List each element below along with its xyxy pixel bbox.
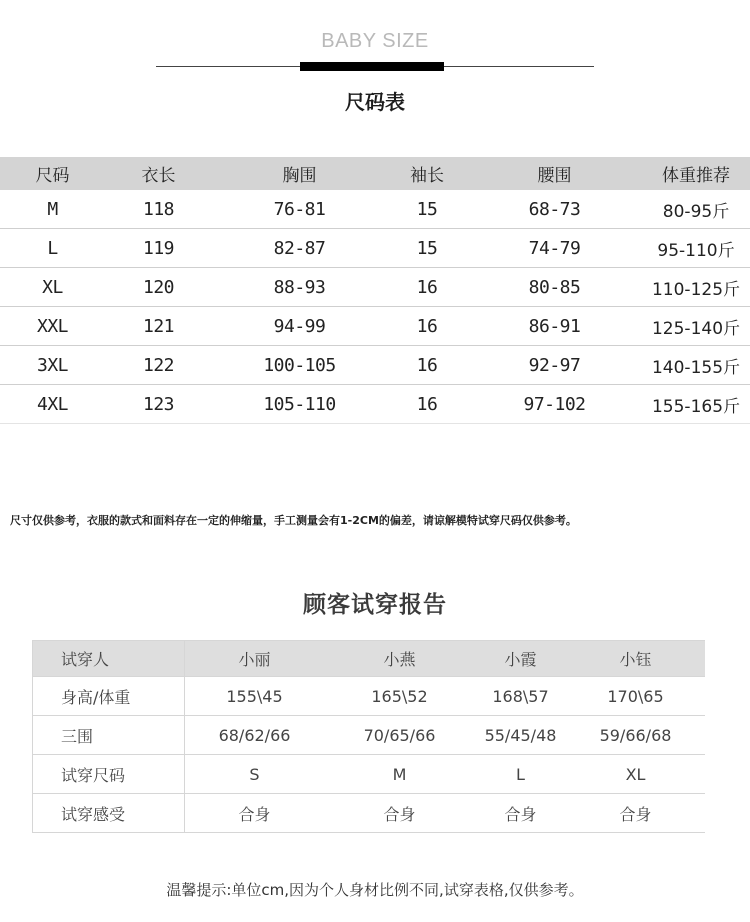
weight-cell: 155-165斤 bbox=[642, 385, 750, 424]
row-label-tried-size: 试穿尺码 bbox=[33, 755, 185, 794]
size-cell: 4XL bbox=[0, 385, 105, 424]
table-row bbox=[0, 229, 750, 268]
size-cell: XL bbox=[0, 268, 105, 307]
sleeve-cell: 15 bbox=[387, 190, 467, 229]
table-cell: 168\57 bbox=[475, 677, 567, 716]
table-cell: 165\52 bbox=[325, 677, 475, 716]
try-on-header-row bbox=[33, 641, 705, 677]
table-cell: XL bbox=[567, 755, 705, 794]
table-cell: 155\45 bbox=[185, 677, 325, 716]
column-header-xiaoyan: 小燕 bbox=[325, 641, 475, 677]
header-divider-accent bbox=[300, 62, 444, 71]
chest-cell: 100-105 bbox=[212, 346, 387, 385]
table-row bbox=[33, 755, 705, 794]
size-cell: XXL bbox=[0, 307, 105, 346]
table-row bbox=[33, 677, 705, 716]
weight-cell: 110-125斤 bbox=[642, 268, 750, 307]
chest-cell: 88-93 bbox=[212, 268, 387, 307]
table-cell: 合身 bbox=[325, 794, 475, 833]
sleeve-cell: 16 bbox=[387, 268, 467, 307]
column-header-waist: 腰围 bbox=[467, 157, 642, 190]
waist-cell: 97-102 bbox=[467, 385, 642, 424]
try-on-report-table bbox=[32, 640, 705, 833]
size-chart-table bbox=[0, 157, 750, 424]
weight-cell: 140-155斤 bbox=[642, 346, 750, 385]
row-label-measurements: 三围 bbox=[33, 716, 185, 755]
waist-cell: 80-85 bbox=[467, 268, 642, 307]
length-cell: 122 bbox=[105, 346, 212, 385]
waist-cell: 86-91 bbox=[467, 307, 642, 346]
sleeve-cell: 16 bbox=[387, 307, 467, 346]
size-chart-title: 尺码表 bbox=[345, 90, 405, 114]
table-row bbox=[33, 716, 705, 755]
column-header-chest: 胸围 bbox=[212, 157, 387, 190]
table-cell: 170\65 bbox=[567, 677, 705, 716]
table-cell: 68/62/66 bbox=[185, 716, 325, 755]
table-row bbox=[0, 190, 750, 229]
column-header-size: 尺码 bbox=[0, 157, 105, 190]
waist-cell: 68-73 bbox=[467, 190, 642, 229]
chest-cell: 94-99 bbox=[212, 307, 387, 346]
table-cell: M bbox=[325, 755, 475, 794]
chest-cell: 82-87 bbox=[212, 229, 387, 268]
table-row bbox=[0, 346, 750, 385]
table-row bbox=[33, 794, 705, 833]
length-cell: 120 bbox=[105, 268, 212, 307]
table-cell: 合身 bbox=[475, 794, 567, 833]
length-cell: 121 bbox=[105, 307, 212, 346]
column-header-sleeve: 袖长 bbox=[387, 157, 467, 190]
length-cell: 119 bbox=[105, 229, 212, 268]
column-header-xiaoxia: 小霞 bbox=[475, 641, 567, 677]
warm-tip-note: 温馨提示:单位cm,因为个人身材比例不同,试穿表格,仅供参考。 bbox=[166, 881, 584, 899]
chest-cell: 105-110 bbox=[212, 385, 387, 424]
waist-cell: 92-97 bbox=[467, 346, 642, 385]
column-header-length: 衣长 bbox=[105, 157, 212, 190]
table-cell: 70/65/66 bbox=[325, 716, 475, 755]
weight-cell: 95-110斤 bbox=[642, 229, 750, 268]
sleeve-cell: 16 bbox=[387, 346, 467, 385]
weight-cell: 80-95斤 bbox=[642, 190, 750, 229]
table-cell: 55/45/48 bbox=[475, 716, 567, 755]
column-header-tester: 试穿人 bbox=[33, 641, 185, 677]
waist-cell: 74-79 bbox=[467, 229, 642, 268]
table-cell: L bbox=[475, 755, 567, 794]
size-cell: M bbox=[0, 190, 105, 229]
column-header-weight: 体重推荐 bbox=[642, 157, 750, 190]
size-cell: 3XL bbox=[0, 346, 105, 385]
table-cell: 合身 bbox=[185, 794, 325, 833]
chest-cell: 76-81 bbox=[212, 190, 387, 229]
header-english-title: BABY SIZE bbox=[321, 30, 429, 52]
table-row bbox=[0, 385, 750, 424]
table-cell: S bbox=[185, 755, 325, 794]
size-disclaimer-note: 尺寸仅供参考，衣服的款式和面料存在一定的伸缩量，手工测量会有1-2CM的偏差，请谅解模特试穿尺码仅供参考。 bbox=[10, 514, 577, 527]
sleeve-cell: 16 bbox=[387, 385, 467, 424]
try-on-report-title: 顾客试穿报告 bbox=[303, 592, 447, 618]
sleeve-cell: 15 bbox=[387, 229, 467, 268]
size-cell: L bbox=[0, 229, 105, 268]
row-label-height-weight: 身高/体重 bbox=[33, 677, 185, 716]
column-header-xiaoyu: 小钰 bbox=[567, 641, 705, 677]
length-cell: 118 bbox=[105, 190, 212, 229]
row-label-fit-feeling: 试穿感受 bbox=[33, 794, 185, 833]
size-chart-header-row bbox=[0, 157, 750, 190]
column-header-xiaoli: 小丽 bbox=[185, 641, 325, 677]
weight-cell: 125-140斤 bbox=[642, 307, 750, 346]
table-row bbox=[0, 307, 750, 346]
table-row bbox=[0, 268, 750, 307]
length-cell: 123 bbox=[105, 385, 212, 424]
table-cell: 合身 bbox=[567, 794, 705, 833]
table-cell: 59/66/68 bbox=[567, 716, 705, 755]
